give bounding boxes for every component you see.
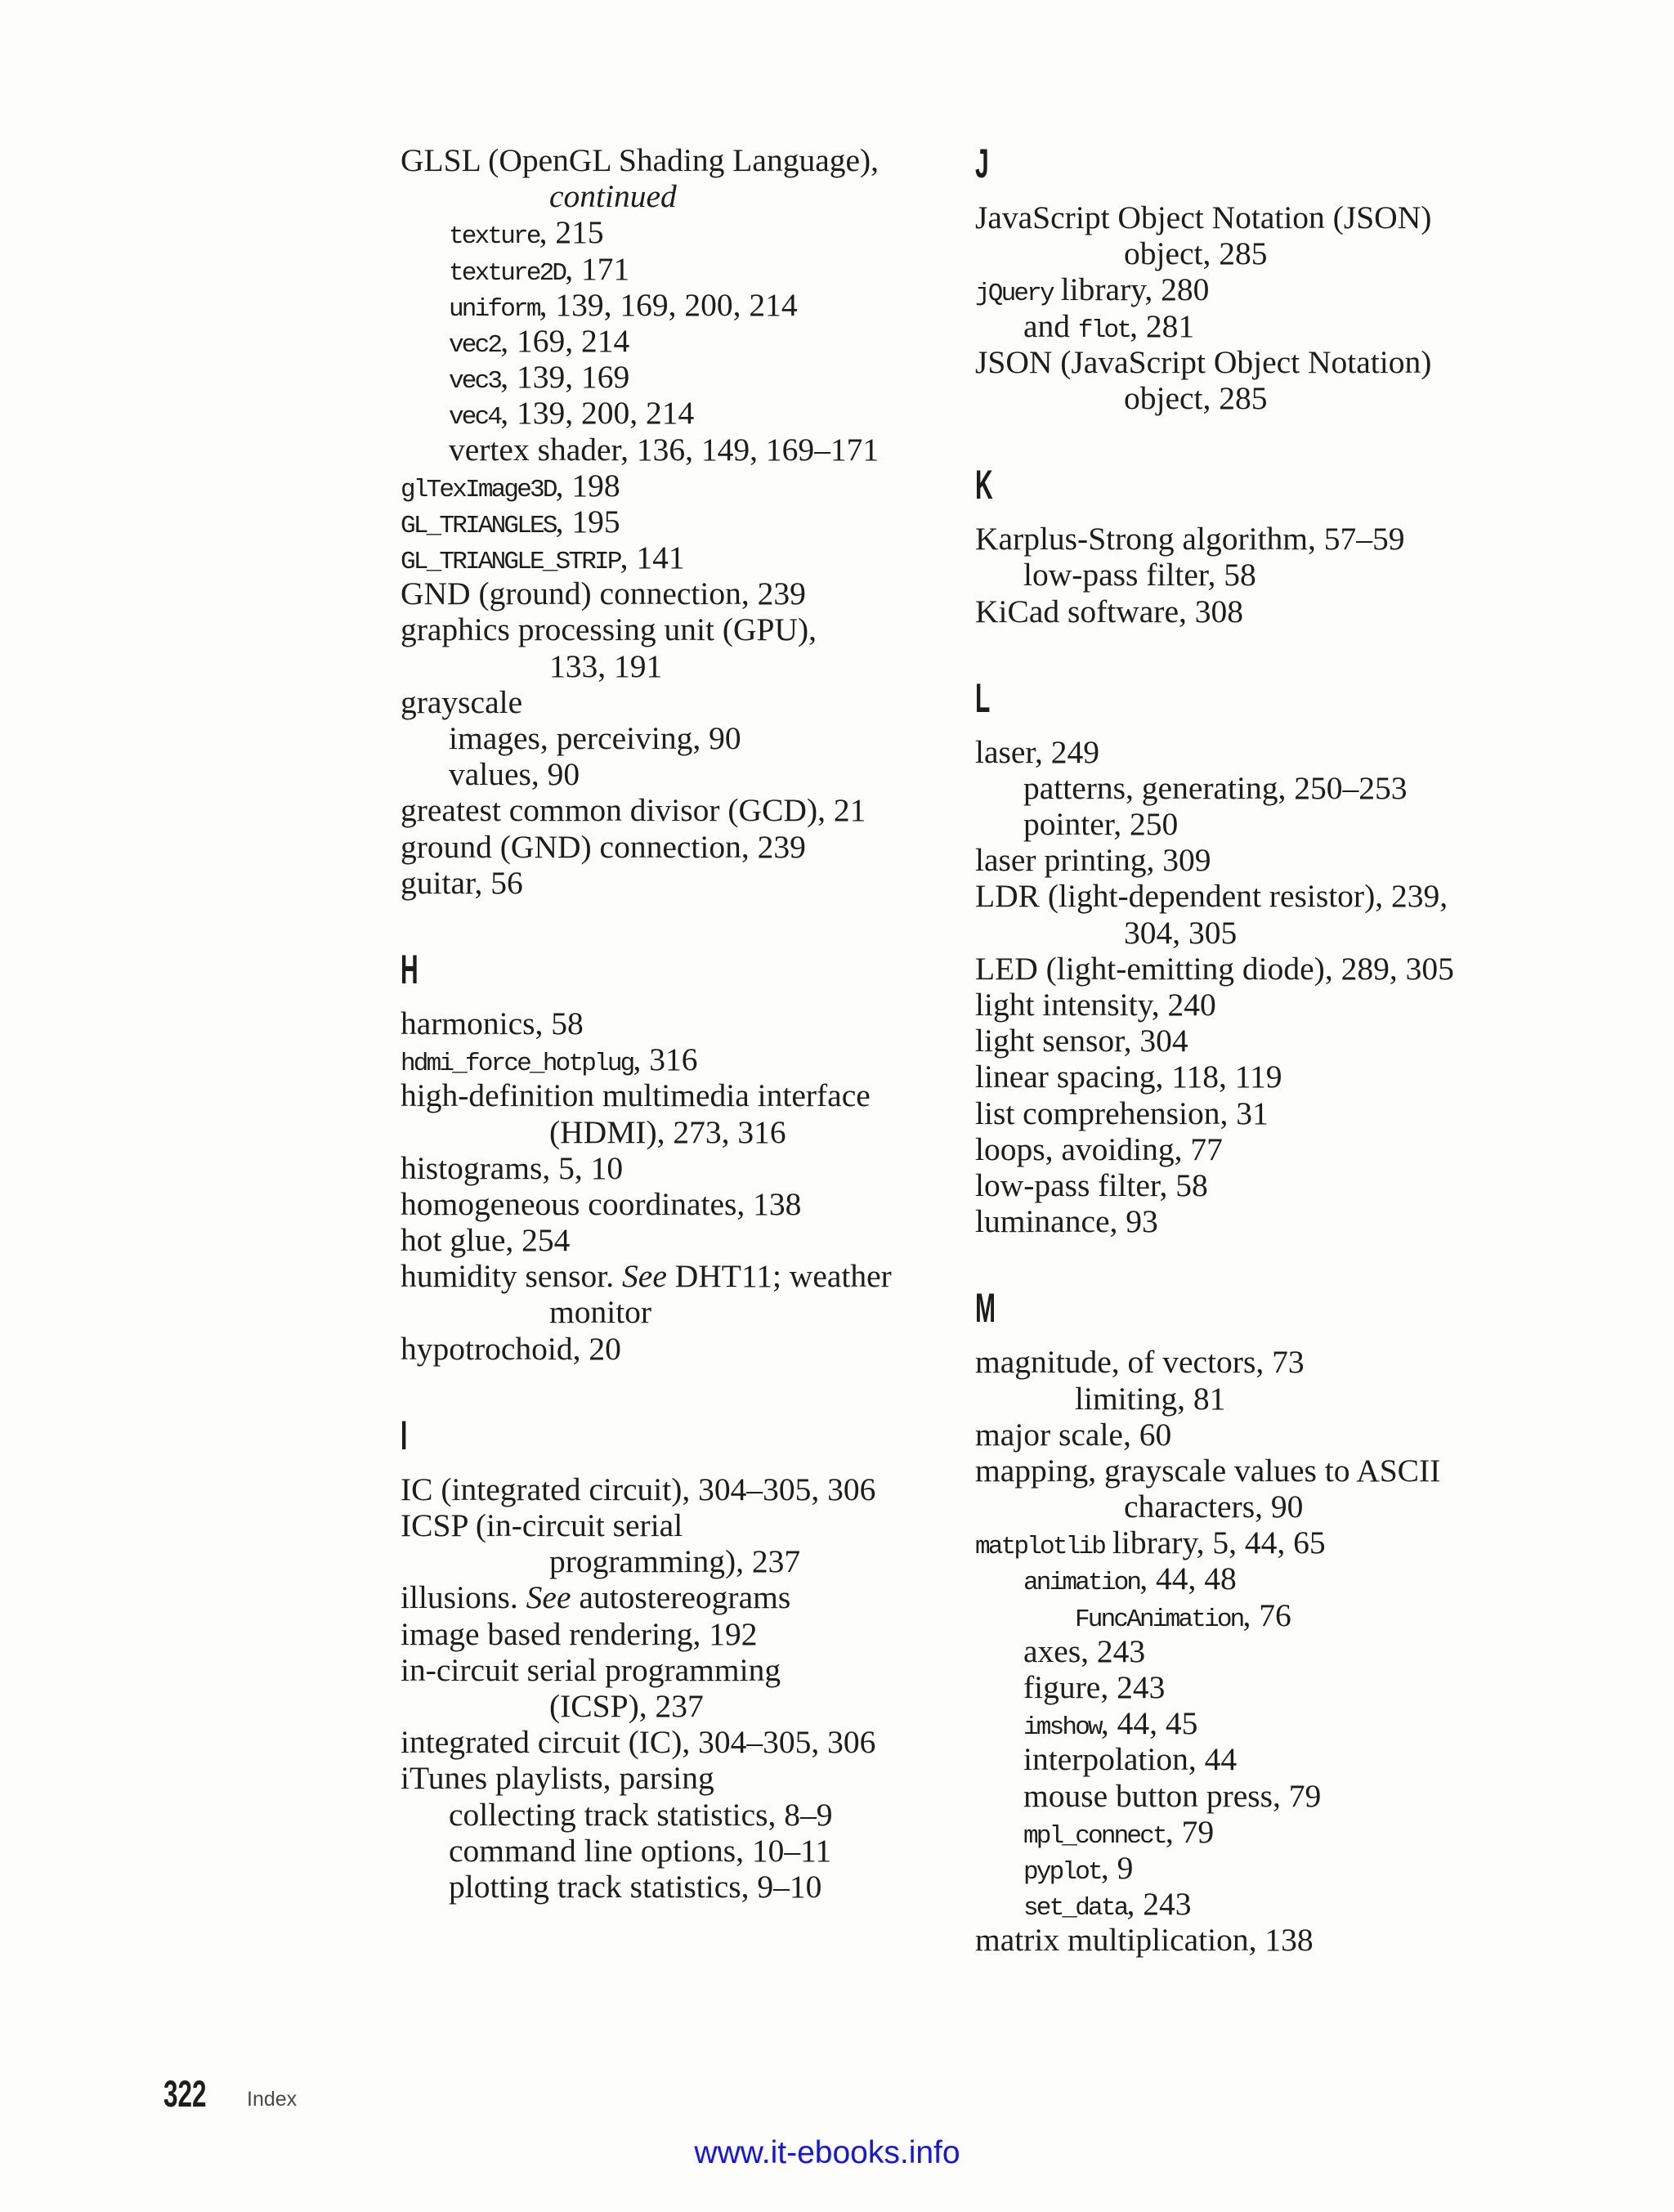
entry-text: illusions.: [401, 1579, 526, 1616]
index-entry: [975, 1560, 1629, 1596]
index-entry: [401, 1114, 924, 1150]
entry-text: , 198: [555, 467, 620, 504]
entry-text: , 139, 169, 200, 214: [539, 286, 798, 323]
index-entry: [401, 1652, 924, 1688]
index-entry: [401, 1543, 924, 1579]
index-entry: [975, 1597, 1629, 1633]
index-entry: [975, 1814, 1629, 1850]
entry-text: collecting track statistics, 8–9: [449, 1796, 833, 1833]
entry-code: vec2: [449, 330, 501, 360]
index-entry: [401, 1688, 924, 1724]
index-entry: [975, 1131, 1629, 1167]
index-entry: [401, 1150, 924, 1186]
entry-text: programming), 237: [549, 1543, 801, 1580]
entry-text: greatest common divisor (GCD), 21: [401, 792, 866, 829]
index-entry: [975, 593, 1629, 629]
entry-text: characters, 90: [1124, 1489, 1304, 1525]
index-entry: [975, 842, 1629, 878]
letter-heading: [975, 95, 1629, 199]
entry-text: object, 285: [1124, 235, 1268, 272]
index-section: [975, 629, 1629, 1240]
entry-text: 133, 191: [549, 647, 663, 684]
index-entry: [401, 1041, 924, 1077]
letter-heading-text: L: [975, 674, 991, 721]
entry-text: LED (light-emitting diode), 289, 305: [975, 950, 1454, 987]
index-entry: [401, 1869, 924, 1905]
index-entry: [401, 792, 924, 828]
entry-text: graphics processing unit (GPU),: [401, 611, 817, 648]
index-entry: [975, 1633, 1629, 1669]
entry-code: glTexImage3D: [401, 475, 556, 504]
index-entry: [975, 1344, 1629, 1380]
index-entry: [401, 1616, 924, 1652]
entry-text: low-pass filter, 58: [975, 1166, 1208, 1203]
index-entry: [975, 1095, 1629, 1131]
letter-heading-text: K: [975, 462, 993, 508]
index-entry: [401, 504, 924, 540]
index-entry: [401, 251, 924, 287]
entry-text: low-pass filter, 58: [1023, 557, 1256, 593]
entry-text: images, perceiving, 90: [449, 720, 741, 756]
entry-text: ICSP (in-circuit serial: [401, 1507, 683, 1543]
entry-text: light intensity, 240: [975, 987, 1216, 1023]
page-number: 322: [163, 2073, 207, 2115]
entry-text: , 215: [539, 214, 604, 251]
index-entry: [401, 648, 924, 684]
index-column-right: [975, 95, 1629, 1959]
index-section: [975, 1239, 1629, 1958]
entry-text: , 139, 169: [500, 359, 630, 396]
index-entry: [401, 1760, 924, 1796]
index-entry: [401, 575, 924, 611]
entry-text: object, 285: [1124, 379, 1268, 416]
index-entry: [401, 720, 924, 756]
entry-text: DHT11; weather: [666, 1258, 892, 1295]
entry-text: KiCad software, 308: [975, 593, 1243, 629]
index-entry: [975, 235, 1629, 271]
entry-text: , 44, 45: [1100, 1705, 1198, 1742]
letter-heading: [401, 901, 924, 1005]
entry-code: texture: [449, 222, 539, 252]
entry-text: guitar, 56: [401, 864, 523, 901]
entry-text: homogeneous coordinates, 138: [401, 1185, 802, 1222]
index-entry: [975, 557, 1629, 593]
index-entry: [975, 878, 1629, 914]
letter-heading-text: M: [975, 1285, 996, 1332]
index-entry: [401, 540, 924, 575]
entry-text: mouse button press, 79: [1023, 1777, 1322, 1814]
entry-text: autostereograms: [571, 1579, 791, 1616]
index-entry: [975, 1167, 1629, 1203]
entry-code: animation: [1023, 1569, 1140, 1598]
entry-text: list comprehension, 31: [975, 1095, 1269, 1131]
letter-heading: [975, 416, 1629, 521]
index-entry: [975, 1203, 1629, 1239]
index-entry: [975, 271, 1629, 307]
entry-text: library, 280: [1052, 271, 1210, 308]
entry-text: loops, avoiding, 77: [975, 1131, 1223, 1167]
entry-text: (ICSP), 237: [549, 1687, 704, 1724]
entry-text: JavaScript Object Notation (JSON): [975, 199, 1432, 235]
entry-text: LDR (light-dependent resistor), 239,: [975, 878, 1448, 915]
index-entry: [975, 1417, 1629, 1453]
index-entry: [975, 1669, 1629, 1705]
index-entry: [975, 1023, 1629, 1059]
footer-section-label: Index: [247, 2088, 298, 2111]
entry-code: imshow: [1023, 1713, 1101, 1743]
entry-text: , 139, 200, 214: [500, 395, 695, 432]
index-entry: [401, 684, 924, 720]
index-entry: [401, 468, 924, 504]
index-entry: [401, 1579, 924, 1615]
index-section: [401, 142, 924, 901]
entry-text: ground (GND) connection, 239: [401, 828, 806, 865]
index-entry: [401, 1507, 924, 1543]
entry-code: set_data: [1023, 1894, 1127, 1923]
entry-text: high-definition multimedia interface: [401, 1077, 871, 1114]
index-entry: [401, 214, 924, 250]
index-entry: [975, 770, 1629, 806]
index-entry: [401, 1222, 924, 1258]
letter-heading: [401, 1367, 924, 1471]
entry-code: pyplot: [1023, 1857, 1101, 1887]
entry-code: jQuery: [975, 280, 1053, 309]
index-entry: [401, 865, 924, 901]
entry-text: hypotrochoid, 20: [401, 1330, 621, 1367]
entry-text: GLSL (OpenGL Shading Language),: [401, 142, 880, 178]
index-entry: [401, 142, 924, 178]
entry-text: laser, 249: [975, 733, 1099, 770]
index-entry: [975, 344, 1629, 380]
index-entry: [975, 1778, 1629, 1814]
entry-code: hdmi_force_hotplug: [401, 1050, 633, 1079]
entry-italic: See: [526, 1579, 571, 1616]
index-entry: [401, 756, 924, 792]
index-entry: [975, 1850, 1629, 1886]
entry-italic: See: [622, 1258, 667, 1295]
index-entry: [975, 1381, 1629, 1417]
entry-text: , 44, 48: [1139, 1560, 1237, 1597]
index-entry: [975, 1453, 1629, 1489]
entry-text: image based rendering, 192: [401, 1615, 758, 1652]
entry-text: vertex shader, 136, 149, 169–171: [449, 431, 880, 468]
index-entry: [401, 432, 924, 468]
entry-text: , 243: [1126, 1886, 1192, 1923]
entry-text: IC (integrated circuit), 304–305, 306: [401, 1471, 876, 1507]
entry-code: GL_TRIANGLE_STRIP: [401, 548, 620, 577]
index-entry: [975, 1525, 1629, 1560]
entry-text: plotting track statistics, 9–10: [449, 1868, 822, 1905]
entry-text: and: [1023, 307, 1078, 344]
entry-code: texture2D: [449, 258, 566, 288]
index-entry: [975, 1059, 1629, 1095]
entry-code: FuncAnimation: [1075, 1605, 1243, 1634]
watermark-link[interactable]: www.it-ebooks.info: [694, 2135, 960, 2170]
entry-text: limiting, 81: [1075, 1380, 1226, 1417]
index-section: [975, 95, 1629, 416]
letter-heading: [975, 1239, 1629, 1344]
index-column-left: [401, 142, 924, 1905]
index-entry: [975, 734, 1629, 770]
entry-text: , 9: [1100, 1849, 1134, 1886]
index-section: [401, 1367, 924, 1905]
entry-text: hot glue, 254: [401, 1222, 571, 1259]
entry-text: , 169, 214: [500, 322, 630, 359]
letter-heading-text: H: [401, 946, 418, 992]
entry-text: command line options, 10–11: [449, 1832, 832, 1869]
index-entry: [975, 1489, 1629, 1525]
index-entry: [401, 178, 924, 214]
index-entry: [401, 359, 924, 395]
entry-text: axes, 243: [1023, 1632, 1146, 1669]
entry-text: linear spacing, 118, 119: [975, 1059, 1282, 1095]
index-entry: [975, 987, 1629, 1023]
entry-text: interpolation, 44: [1023, 1741, 1238, 1778]
index-entry: [975, 199, 1629, 235]
index-entry: [975, 1705, 1629, 1741]
entry-text: values, 90: [449, 756, 580, 793]
letter-heading-text: I: [401, 1412, 408, 1458]
index-entry: [401, 1186, 924, 1222]
index-entry: [401, 1005, 924, 1041]
index-entry: [975, 951, 1629, 987]
entry-text: figure, 243: [1023, 1669, 1166, 1705]
index-entry: [401, 1294, 924, 1330]
index-section: [975, 416, 1629, 629]
entry-text: light sensor, 304: [975, 1023, 1188, 1059]
entry-text: in-circuit serial programming: [401, 1651, 781, 1688]
entry-code: vec4: [449, 403, 501, 432]
index-section: [401, 901, 924, 1367]
entry-text: major scale, 60: [975, 1416, 1172, 1453]
entry-text: harmonics, 58: [401, 1005, 584, 1041]
entry-code: mpl_connect: [1023, 1821, 1166, 1851]
index-entry: [975, 308, 1629, 344]
index-entry: [975, 380, 1629, 416]
entry-code: GL_TRIANGLES: [401, 511, 556, 540]
index-entry: [401, 395, 924, 431]
entry-text: , 171: [565, 250, 630, 287]
entry-text: 304, 305: [1124, 914, 1238, 951]
entry-text: matrix multiplication, 138: [975, 1922, 1314, 1959]
index-entry: [401, 1797, 924, 1833]
index-entry: [401, 1077, 924, 1113]
index-entry: [401, 1471, 924, 1507]
entry-text: (HDMI), 273, 316: [549, 1113, 786, 1150]
entry-text: grayscale: [401, 683, 523, 720]
entry-text: Karplus-Strong algorithm, 57–59: [975, 521, 1405, 557]
index-entry: [975, 521, 1629, 557]
entry-code: uniform: [449, 294, 539, 324]
entry-text: mapping, grayscale values to ASCII: [975, 1452, 1441, 1489]
letter-heading: [975, 629, 1629, 734]
entry-text: humidity sensor.: [401, 1258, 623, 1295]
entry-italic: continued: [549, 178, 677, 215]
entry-text: , 76: [1242, 1596, 1291, 1633]
index-entry: [401, 287, 924, 323]
entry-code: matplotlib: [975, 1533, 1105, 1562]
entry-code: flot: [1077, 316, 1130, 345]
index-entry: [401, 1258, 924, 1294]
entry-text: histograms, 5, 10: [401, 1149, 624, 1186]
entry-text: iTunes playlists, parsing: [401, 1760, 714, 1797]
index-entry: [401, 1724, 924, 1760]
index-entry: [401, 323, 924, 359]
entry-text: luminance, 93: [975, 1203, 1158, 1240]
entry-text: , 281: [1130, 307, 1195, 344]
entry-text: pointer, 250: [1023, 806, 1179, 843]
index-entry: [975, 806, 1629, 842]
entry-text: integrated circuit (IC), 304–305, 306: [401, 1724, 876, 1761]
index-entry: [975, 1886, 1629, 1922]
entry-text: , 316: [633, 1041, 698, 1078]
entry-text: , 195: [555, 503, 620, 540]
entry-text: JSON (JavaScript Object Notation): [975, 343, 1432, 380]
index-entry: [401, 1331, 924, 1367]
index-entry: [975, 1922, 1629, 1958]
index-entry: [401, 611, 924, 647]
entry-text: library, 5, 44, 65: [1104, 1525, 1326, 1561]
entry-text: , 79: [1165, 1813, 1215, 1850]
entry-text: GND (ground) connection, 239: [401, 575, 806, 612]
letter-heading-text: J: [975, 141, 989, 186]
entry-text: monitor: [549, 1294, 652, 1331]
entry-text: patterns, generating, 250–253: [1023, 769, 1408, 806]
index-entry: [975, 915, 1629, 951]
index-entry: [401, 829, 924, 865]
index-entry: [975, 1741, 1629, 1777]
entry-text: laser printing, 309: [975, 842, 1211, 879]
entry-text: , 141: [620, 540, 685, 576]
entry-text: magnitude, of vectors, 73: [975, 1344, 1305, 1381]
index-entry: [401, 1833, 924, 1869]
entry-code: vec3: [449, 367, 501, 396]
